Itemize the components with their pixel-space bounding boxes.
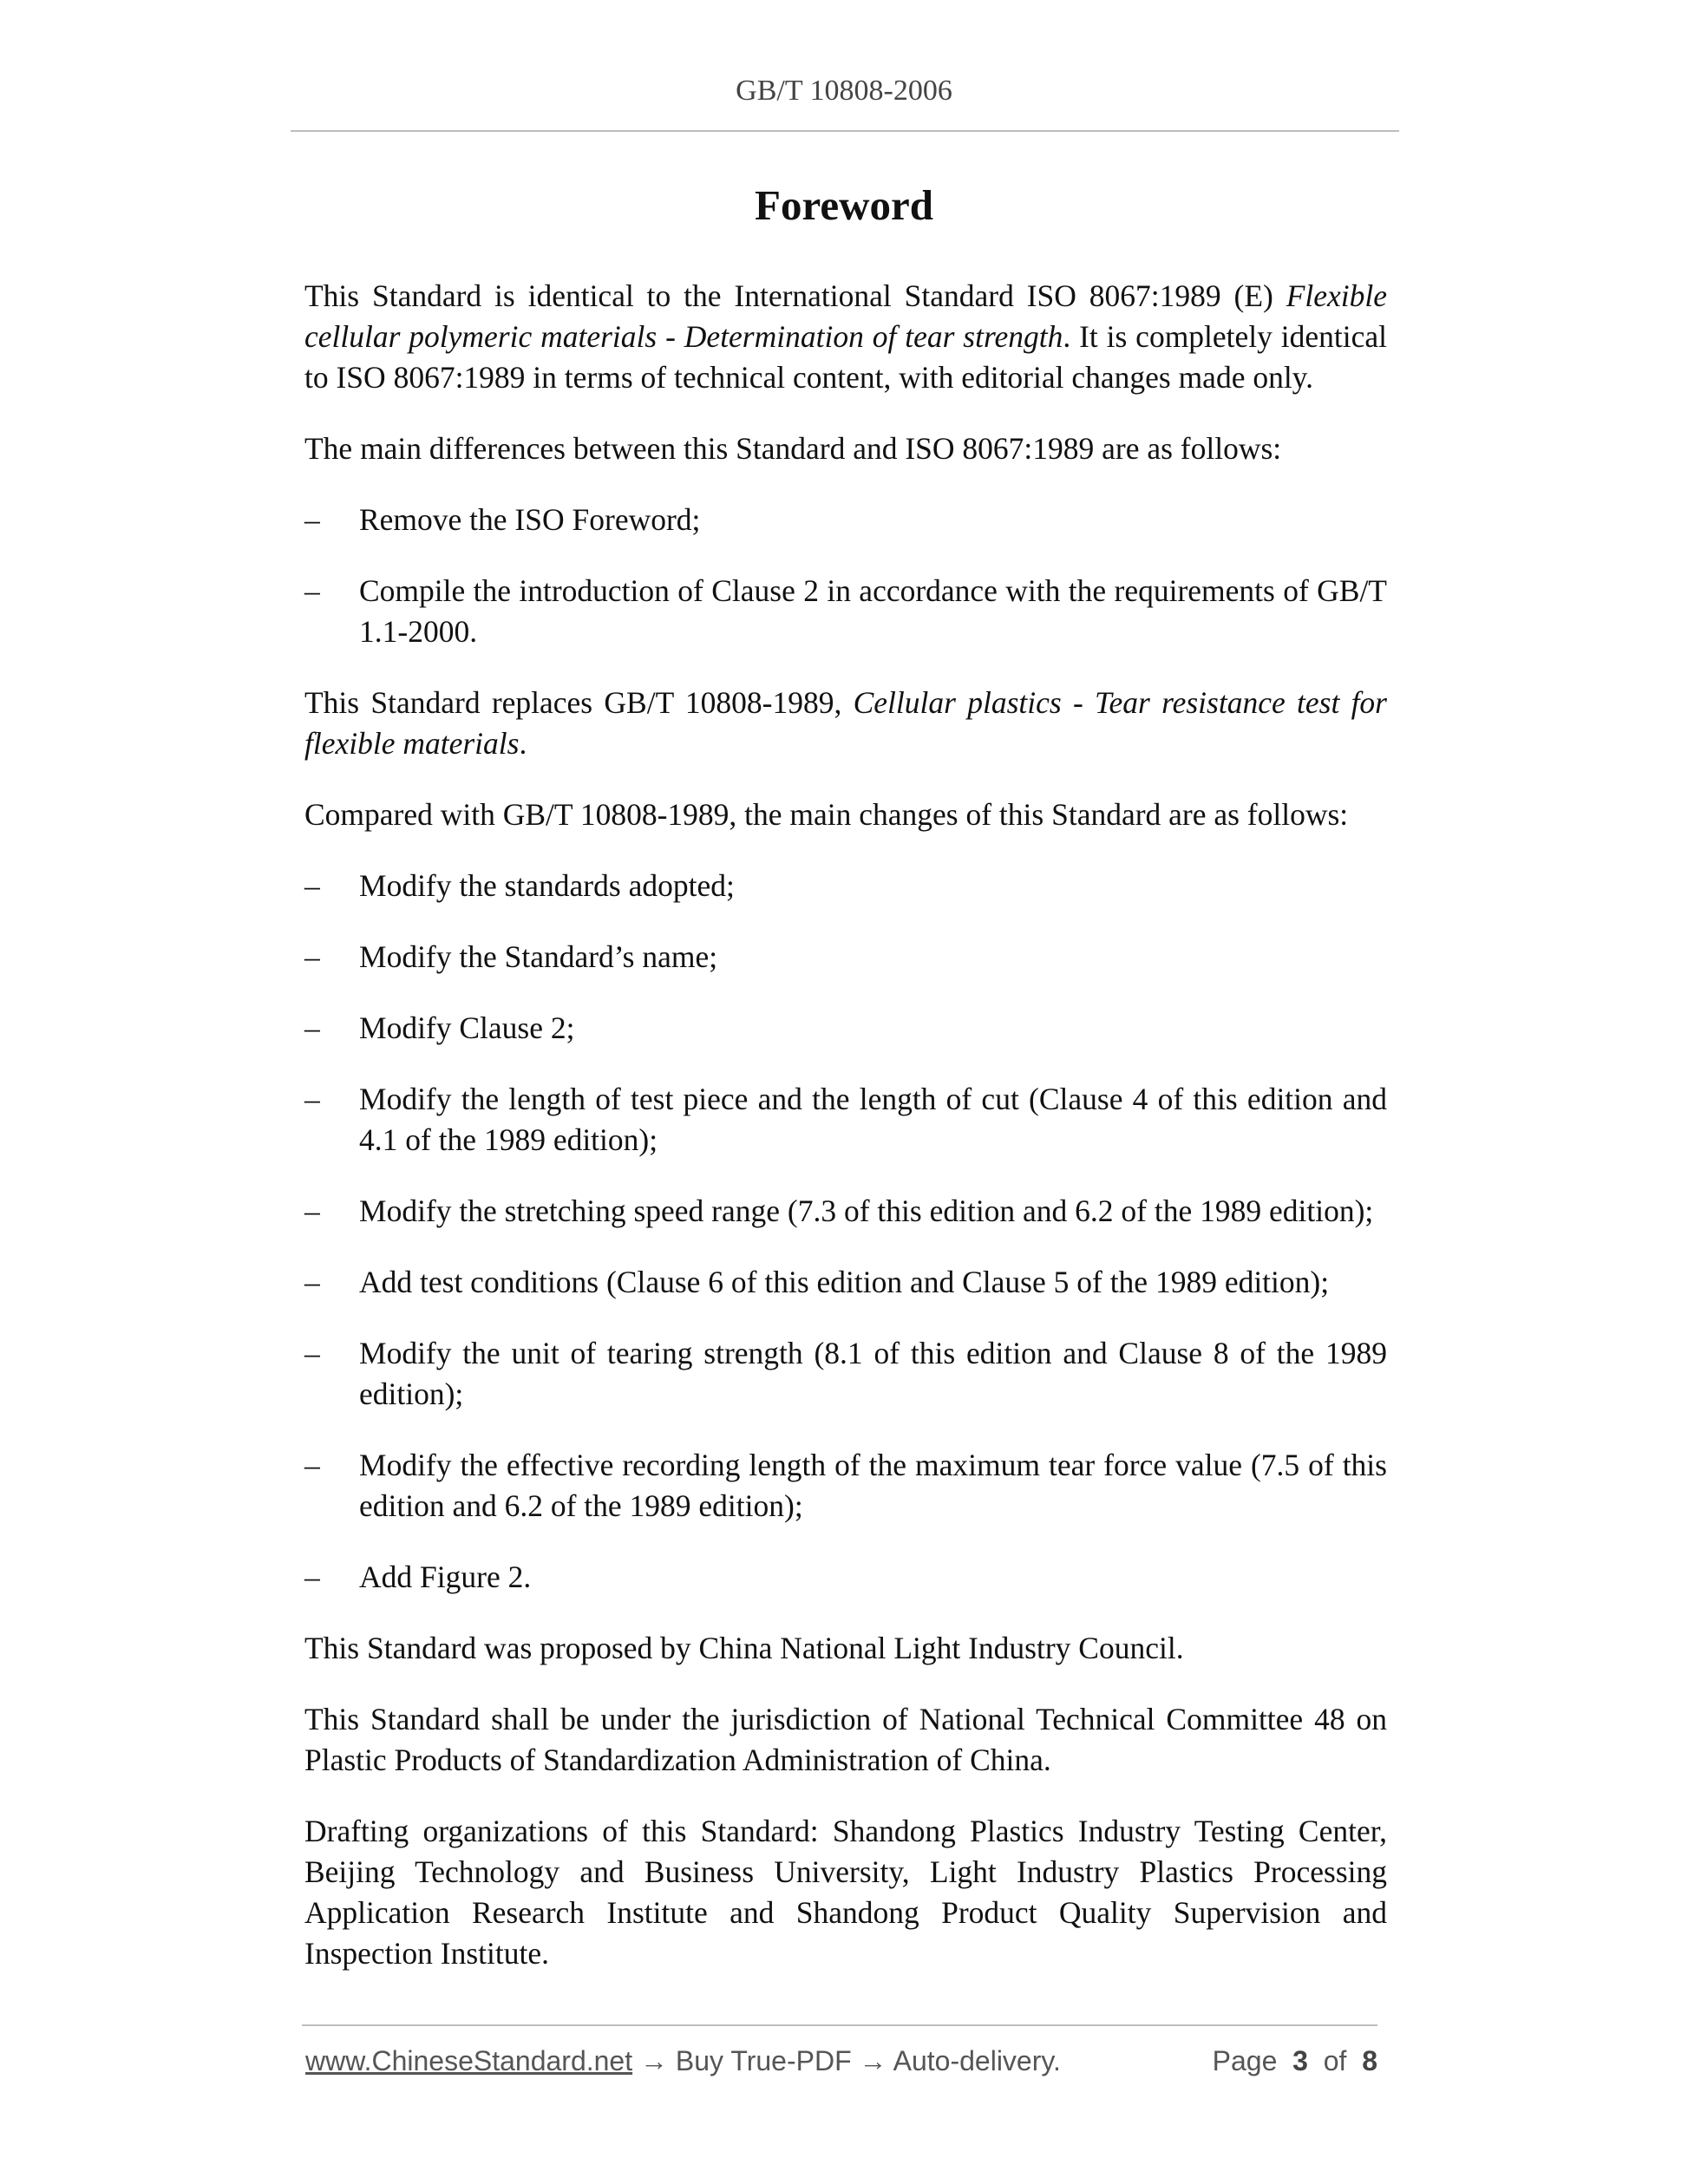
of-label: of	[1323, 2045, 1347, 2076]
footer-promo	[305, 2045, 1061, 2077]
dash-bullet-icon: –	[304, 502, 320, 537]
paragraph-text: .	[519, 726, 527, 761]
page-label: Page	[1212, 2045, 1278, 2076]
page-footer	[305, 2045, 1377, 2087]
dash-bullet-icon: –	[304, 1265, 320, 1299]
list-item	[304, 1445, 1387, 1527]
list-item-text: Modify the stretching speed range (7.3 of this edition and 6.2 of the 1989 edition);	[359, 1193, 1374, 1228]
header-divider	[291, 130, 1399, 132]
list-item-text: Modify the Standard’s name;	[359, 939, 718, 974]
iso-title-italic: Flexible cellular polymeric materials - Determination of tear strength	[304, 278, 1387, 354]
paragraph-text: . It is completely identical to ISO 8067:1989 in terms of technical content, with editorial changes made only.	[304, 319, 1388, 395]
list-item-text: Add Figure 2.	[359, 1560, 532, 1594]
header-standard-code: GB/T 10808-2006	[736, 75, 952, 107]
footer-divider	[302, 2024, 1377, 2026]
list-item	[304, 1333, 1387, 1415]
dash-bullet-icon: –	[304, 939, 320, 974]
paragraph-proposed-by: This Standard was proposed by China National Light Industry Council.	[304, 1631, 1184, 1665]
dash-bullet-icon: –	[304, 573, 320, 608]
list-item-text: Compile the introduction of Clause 2 in accordance with the requirements of GB/T 1.1-2000.	[359, 573, 1387, 649]
list-item-text: Modify the unit of tearing strength (8.1 of this edition and Clause 8 of the 1989 edition);	[359, 1336, 1387, 1411]
dash-bullet-icon: –	[304, 1448, 320, 1482]
list-item-text: Modify Clause 2;	[359, 1010, 575, 1045]
paragraph-text: This Standard replaces GB/T 10808-1989,	[304, 685, 854, 720]
arrow-right-icon: →	[859, 2045, 887, 2076]
list-item	[304, 1008, 1387, 1049]
dash-bullet-icon: –	[304, 868, 320, 903]
auto-delivery-text: Auto-delivery.	[893, 2045, 1061, 2076]
dash-bullet-icon: –	[304, 1336, 320, 1370]
list-item	[304, 1191, 1387, 1232]
arrow-right-icon: →	[640, 2045, 668, 2076]
website-link[interactable]: www.ChineseStandard.net	[305, 2045, 633, 2076]
paragraph-replaces	[304, 683, 1387, 764]
paragraph-jurisdiction: This Standard shall be under the jurisdiction of National Technical Committee 48 on Plastic Products of Standardization Administration of China.	[304, 1702, 1387, 1777]
list-item	[304, 866, 1387, 906]
paragraph-differences-intro: The main differences between this Standard and ISO 8067:1989 are as follows:	[304, 431, 1282, 466]
paragraph-text: This Standard is identical to the International Standard ISO 8067:1989 (E)	[304, 278, 1286, 313]
paragraph-drafting-organizations: Drafting organizations of this Standard: Shandong Plastics Industry Testing Center, Beijing Technology and Business University, Light Industry Plastics Processing Application Research Institute and Shandong Product Quality Supervision and Inspection Institute.	[304, 1814, 1387, 1971]
list-item-text: Modify the effective recording length of the maximum tear force value (7.5 of this edition and 6.2 of the 1989 edition);	[359, 1448, 1387, 1523]
list-item	[304, 1262, 1387, 1303]
page-title: Foreword	[755, 181, 933, 229]
current-page: 3	[1292, 2045, 1308, 2076]
total-pages: 8	[1362, 2045, 1377, 2076]
dash-bullet-icon: –	[304, 1010, 320, 1045]
list-item	[304, 1557, 1387, 1598]
list-item-text: Modify the length of test piece and the length of cut (Clause 4 of this edition and 4.1 of the 1989 edition);	[359, 1082, 1387, 1157]
list-item	[304, 500, 1387, 540]
list-item	[304, 1079, 1387, 1161]
page-number	[1213, 2045, 1377, 2077]
dash-bullet-icon: –	[304, 1193, 320, 1228]
dash-bullet-icon: –	[304, 1560, 320, 1594]
document-body	[304, 276, 1387, 2004]
list-item	[304, 937, 1387, 978]
paragraph-changes-intro: Compared with GB/T 10808-1989, the main changes of this Standard are as follows:	[304, 797, 1349, 832]
dash-bullet-icon: –	[304, 1082, 320, 1116]
old-title-italic: Cellular plastics - Tear resistance test for flexible materials	[304, 685, 1387, 761]
buy-true-pdf-text: Buy True-PDF	[675, 2045, 852, 2076]
list-item-text: Add test conditions (Clause 6 of this edition and Clause 5 of the 1989 edition);	[359, 1265, 1330, 1299]
list-item-text: Remove the ISO Foreword;	[359, 502, 701, 537]
paragraph-identical	[304, 276, 1387, 398]
list-item	[304, 571, 1387, 652]
list-item-text: Modify the standards adopted;	[359, 868, 735, 903]
